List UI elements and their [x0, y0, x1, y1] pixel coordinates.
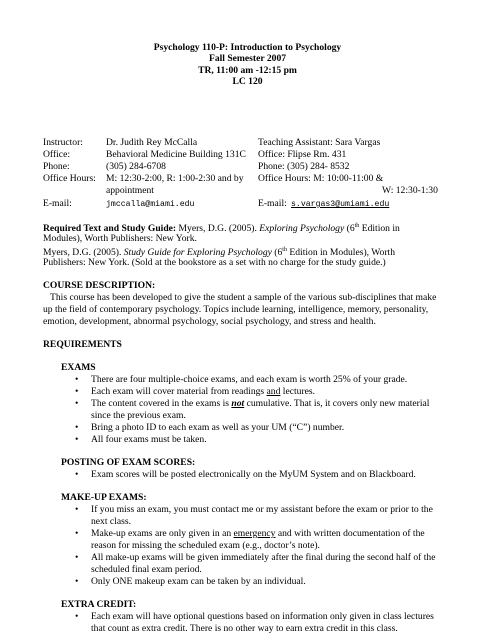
course-title: Psychology 110-P: Introduction to Psychology	[153, 42, 342, 53]
bullet-icon: •	[75, 469, 79, 480]
bullet-icon: •	[75, 504, 79, 515]
list-item-cont: reason for missing the scheduled exam (e.g., doctor’s note).	[91, 540, 320, 551]
ta-phone: Phone: (305) 284- 8532	[258, 161, 350, 172]
required-text-line-3: Myers, D.G. (2005). Study Guide for Exploring Psychology (6th Edition in Modules), Worth	[43, 247, 396, 259]
bullet-icon: •	[75, 386, 79, 397]
extra-credit-heading: EXTRA CREDIT:	[61, 599, 137, 610]
office-value: Behavioral Medicine Building 131C	[106, 149, 246, 160]
required-text-line-4: Publishers: New York. (Sold at the bookstore as a set with no charge for the study guide.)	[43, 257, 386, 268]
phone-value: (305) 284-6708	[106, 161, 166, 172]
list-item-cont: scheduled final exam period.	[91, 564, 202, 575]
office-hours-value: M: 12:30-2:00, R: 1:00-2:30 and by	[106, 173, 244, 184]
ta-office: Office: Flipse Rm. 431	[258, 149, 347, 160]
course-description-line: up the field of contemporary psychology. Topics include learning, intelligence, memory, personality,	[43, 304, 429, 315]
bullet-icon: •	[75, 576, 79, 587]
list-item: • Bring a photo ID to each exam as well as your UM (“C”) number.	[75, 422, 345, 433]
class-time: TR, 11:00 am -12:15 pm	[198, 64, 297, 76]
ta-office-hours: Office Hours: M: 10:00-11:00 &	[258, 173, 384, 184]
ta-email-label: E-mail:	[258, 198, 287, 209]
list-item: • There are four multiple-choice exams, and each exam is worth 25% of your grade.	[75, 374, 408, 385]
required-text-line-1: Required Text and Study Guide: Myers, D.G. (2005). Exploring Psychology (6th Edition in	[43, 223, 400, 235]
bullet-icon: •	[75, 552, 79, 563]
classroom: LC 120	[232, 75, 263, 87]
list-item-cont: that count as extra credit. There is no other way to earn extra credit in this class.	[91, 623, 398, 634]
list-item: • Each exam will cover material from readings and lectures.	[75, 386, 316, 397]
ta-email-link[interactable]: s.vargas3@umiami.edu	[291, 200, 390, 209]
list-item: • All make-up exams will be given immediately after the final during the second half of the	[75, 552, 436, 563]
bullet-icon: •	[75, 374, 79, 385]
exams-heading: EXAMS	[61, 362, 96, 373]
requirements-heading: REQUIREMENTS	[43, 339, 122, 350]
list-item: • The content covered in the exams is not cumulative. That is, it covers only new material	[75, 398, 430, 409]
instructor-name: Dr. Judith Rey McCalla	[106, 137, 198, 148]
bullet-icon: •	[75, 422, 79, 433]
list-item: • Only ONE makeup exam can be taken by an individual.	[75, 576, 306, 587]
office-hours-value-cont: appointment	[106, 185, 154, 196]
course-header	[0, 42, 495, 87]
bullet-icon: •	[75, 398, 79, 409]
list-item-cont: next class.	[91, 516, 131, 527]
ta-name: Teaching Assistant: Sara Vargas	[258, 137, 381, 148]
required-text-heading: Required Text and Study Guide:	[43, 223, 177, 235]
email-label: E-mail:	[43, 198, 72, 209]
phone-label: Phone:	[43, 161, 70, 172]
office-hours-label: Office Hours:	[43, 173, 96, 184]
required-text-line-2: Modules), Worth Publishers: New York.	[43, 233, 197, 244]
course-description-line: emotion, development, abnormal psychology, social psychology, and stress and health.	[43, 316, 376, 327]
list-item: • All four exams must be taken.	[75, 434, 207, 445]
list-item: • If you miss an exam, you must contact me or my assistant before the exam or prior to the	[75, 504, 433, 515]
list-item: • Make-up exams are only given in an emergency and with written documentation of the	[75, 528, 425, 539]
list-item-cont: since the previous exam.	[91, 410, 186, 421]
bullet-icon: •	[75, 434, 79, 445]
course-description-line: This course has been developed to give the student a sample of the various sub-disciplines that make	[43, 292, 437, 303]
semester: Fall Semester 2007	[208, 53, 287, 65]
posting-heading: POSTING OF EXAM SCORES:	[61, 457, 196, 468]
instructor-label: Instructor:	[43, 137, 83, 148]
bullet-icon: •	[75, 528, 79, 539]
email-link[interactable]: jmccalla@miami.edu	[106, 200, 195, 209]
office-label: Office:	[43, 149, 70, 160]
course-description-heading: COURSE DESCRIPTION:	[43, 280, 156, 291]
list-item: • Each exam will have optional questions based on information only given in class lectures	[75, 611, 434, 622]
bullet-icon: •	[75, 611, 79, 622]
list-item: • Exam scores will be posted electronically on the MyUM System and on Blackboard.	[75, 469, 416, 480]
ta-office-hours-cont: W: 12:30-1:30	[382, 185, 438, 196]
makeup-heading: MAKE-UP EXAMS:	[61, 492, 147, 503]
